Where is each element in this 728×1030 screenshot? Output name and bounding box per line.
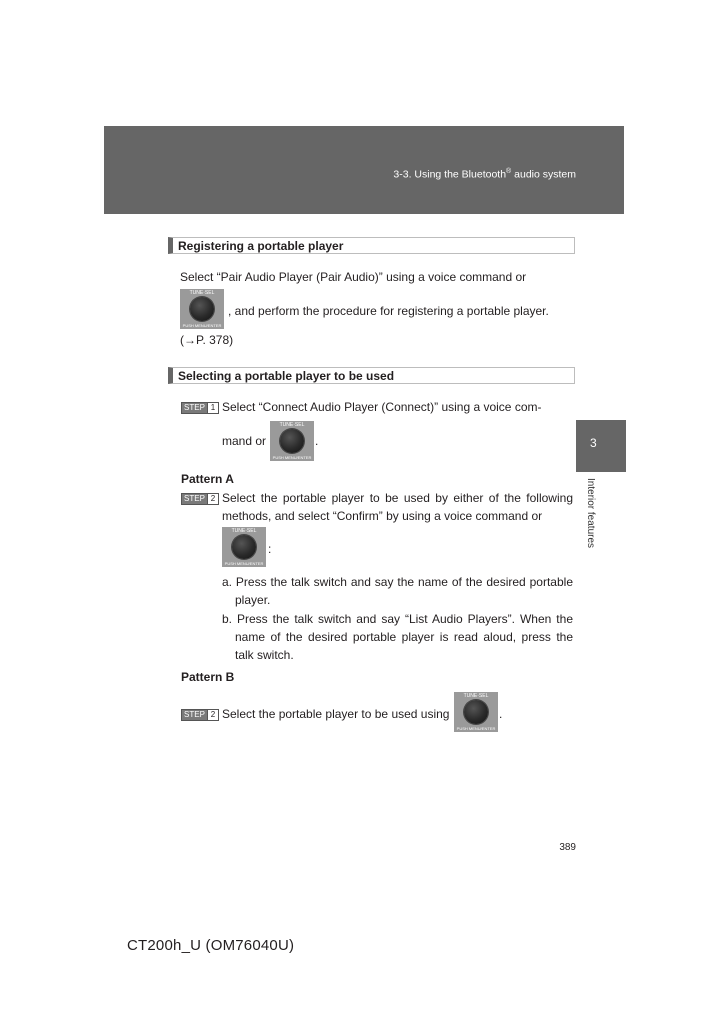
method-item-b: b. Press the talk switch and say “List Audio Players”. When the name of the desired portable player is read aloud, press the talk switch. xyxy=(222,612,573,662)
step-badge-2a: STEP 2 xyxy=(181,493,219,505)
chapter-number: 3 xyxy=(590,436,597,450)
step2b-end: . xyxy=(499,707,503,721)
step-badge-2b: STEP 2 xyxy=(181,709,219,721)
chapter-tab xyxy=(576,420,626,472)
tune-sel-knob-icon: TUNE·SEL PUSH MENU/ENTER xyxy=(180,289,224,329)
tune-sel-knob-icon: TUNE·SEL PUSH MENU/ENTER xyxy=(270,421,314,461)
step-badge-1: STEP 1 xyxy=(181,402,219,414)
step2a-text: Select the portable player to be used by either of the following methods, and select “Confirm” by using a voice command or xyxy=(222,491,573,523)
page-number: 389 xyxy=(559,842,576,853)
step2b-text: Select the portable player to be used using xyxy=(222,707,450,721)
chapter-title: 3-3. Using the Bluetooth® audio system xyxy=(393,168,576,181)
step2a-end: : xyxy=(268,542,272,556)
section-heading-registering: Registering a portable player xyxy=(168,237,575,254)
method-item-a: a. Press the talk switch and say the name of the desired portable player. xyxy=(222,575,573,607)
para-register-line1: Select “Pair Audio Player (Pair Audio)” using a voice command or xyxy=(180,270,527,284)
pattern-b-heading: Pattern B xyxy=(181,670,235,684)
tune-sel-knob-icon: TUNE·SEL PUSH MENU/ENTER xyxy=(454,692,498,732)
section-heading-selecting: Selecting a portable player to be used xyxy=(168,367,575,384)
chapter-side-label: Interior features xyxy=(585,478,596,549)
step1-end: . xyxy=(315,434,319,448)
footer-model-code: CT200h_U (OM76040U) xyxy=(127,937,295,954)
step1-text-line1: Select “Connect Audio Player (Connect)” using a voice com- xyxy=(222,400,542,414)
pattern-a-heading: Pattern A xyxy=(181,472,234,486)
para-register-line2: , and perform the procedure for registering a portable player. xyxy=(228,304,549,318)
header-band xyxy=(104,126,624,214)
tune-sel-knob-icon: TUNE·SEL PUSH MENU/ENTER xyxy=(222,527,266,567)
step1-text-line2: mand or xyxy=(222,434,267,448)
page-reference: (→P. 378) xyxy=(180,333,234,347)
